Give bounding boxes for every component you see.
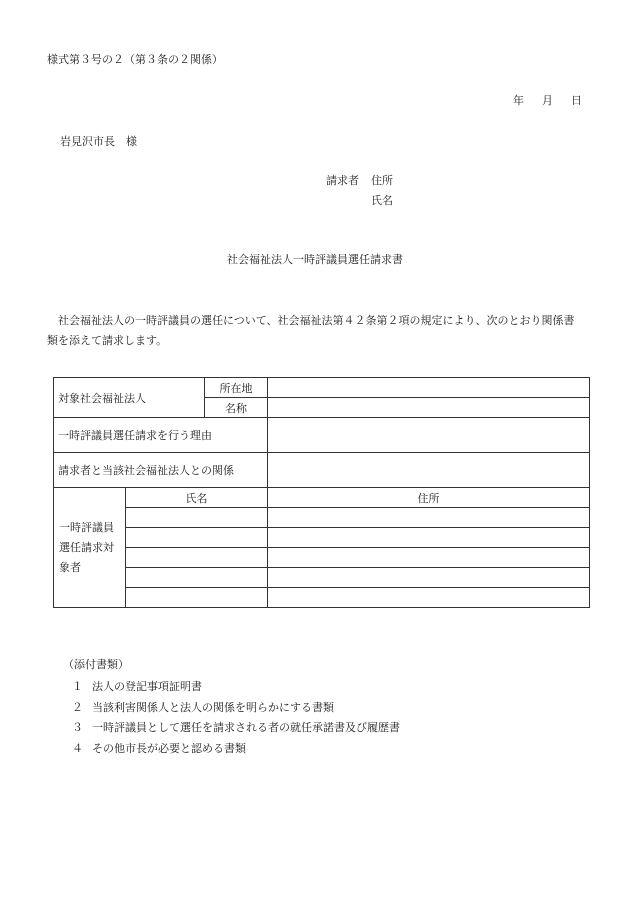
date-month: 月 <box>542 94 553 107</box>
attachments-heading: （添付書類） <box>63 658 129 671</box>
corp-name-field[interactable] <box>268 398 590 418</box>
attachment-item: １ 法人の登記事項証明書 <box>72 680 202 693</box>
target-address-cell[interactable] <box>268 588 590 608</box>
target-name-cell[interactable] <box>126 588 268 608</box>
date-day: 日 <box>571 94 582 107</box>
attachment-item: ４ その他市長が必要と認める書類 <box>72 741 246 755</box>
location-field[interactable] <box>268 378 590 398</box>
date-year: 年 <box>513 94 524 107</box>
document-title: 社会福祉法人一時評議員選任請求書 <box>227 253 403 266</box>
reason-label: 一時評議員選任請求を行う理由 <box>54 418 268 453</box>
addressee: 岩見沢市長 様 <box>60 135 137 148</box>
reason-field[interactable] <box>268 418 590 453</box>
attachments-list <box>72 677 400 759</box>
target-name-cell[interactable] <box>126 508 268 528</box>
target-address-cell[interactable] <box>268 528 590 548</box>
corp-name-label: 名称 <box>205 398 268 418</box>
form-number: 様式第３号の２（第３条の２関係） <box>47 53 223 66</box>
target-address-header: 住所 <box>268 488 590 508</box>
target-address-cell[interactable] <box>268 568 590 588</box>
relation-field[interactable] <box>268 453 590 488</box>
body-text: 社会福祉法人の一時評議員の選任について、社会福祉法第４２条第２項の規定により、次のとおり関係書類を添えて請求します。 <box>47 314 575 347</box>
corp-label: 対象社会福祉法人 <box>54 378 205 418</box>
relation-label: 請求者と当該社会福祉法人との関係 <box>54 453 268 488</box>
date-line <box>513 92 582 108</box>
target-address-cell[interactable] <box>268 508 590 528</box>
target-name-header: 氏名 <box>126 488 268 508</box>
requester-name-label: 氏名 <box>371 194 393 207</box>
target-name-cell[interactable] <box>126 528 268 548</box>
target-name-cell[interactable] <box>126 568 268 588</box>
location-label: 所在地 <box>205 378 268 398</box>
target-name-cell[interactable] <box>126 548 268 568</box>
requester-address-label: 住所 <box>371 174 393 187</box>
request-form-table <box>53 377 590 608</box>
attachment-item: ２ 当該利害関係人と法人の関係を明らかにする書類 <box>72 700 334 714</box>
requester-label: 請求者 <box>326 174 359 187</box>
target-label: 一時評議員選任請求対象者 <box>54 488 126 608</box>
attachment-item: ３ 一時評議員として選任を請求される者の就任承諾書及び履歴書 <box>72 721 400 735</box>
target-address-cell[interactable] <box>268 548 590 568</box>
